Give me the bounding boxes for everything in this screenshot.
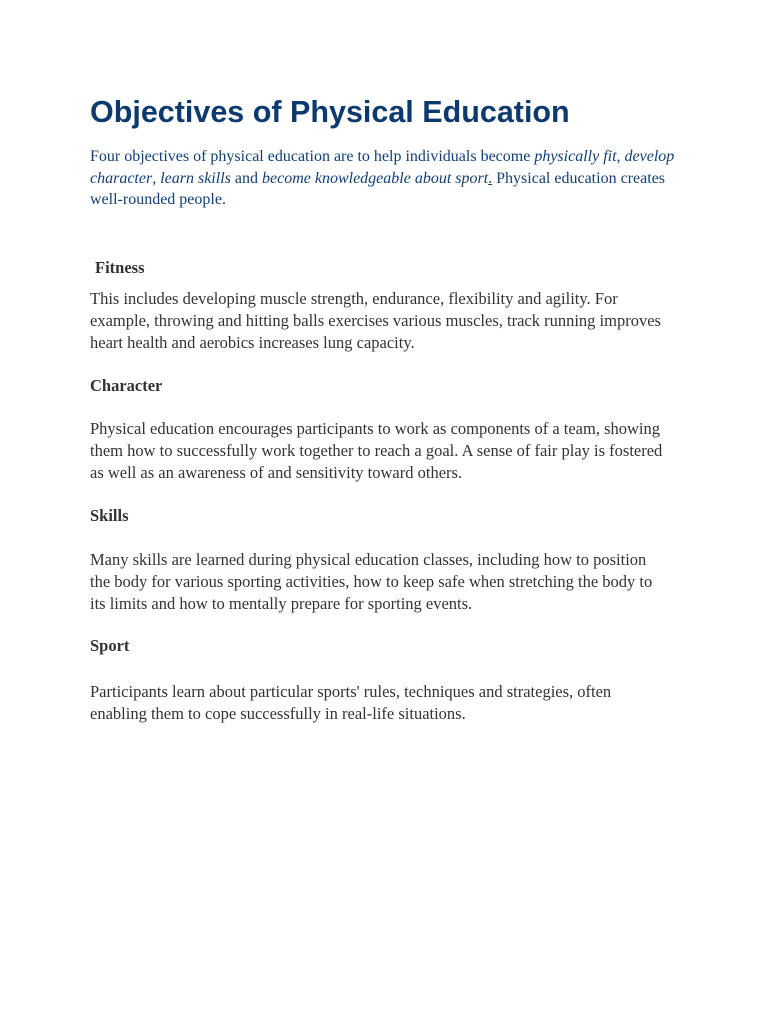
- section-heading-fitness: Fitness: [95, 258, 145, 277]
- intro-text: .: [488, 169, 493, 187]
- intro-link-knowledgeable-about-sport[interactable]: become knowledgeable about sport: [261, 169, 489, 187]
- intro-link-physically-fit[interactable]: physically fit: [534, 148, 617, 165]
- intro-text: ,: [616, 148, 625, 165]
- section-heading-skills: Skills: [90, 506, 129, 525]
- intro-link-develop-character[interactable]: develop character: [90, 148, 675, 187]
- intro-text: ,: [152, 169, 161, 187]
- intro-text: Physical education creates well-rounded people.: [90, 169, 665, 208]
- section-body-skills: Many skills are learned during physical education classes, including how to position the body for various sporting activities, how to keep safe when stretching the body to its limits and how to mentally prepare for sporting events.: [90, 550, 653, 613]
- intro-paragraph: [90, 146, 690, 211]
- section-body-character: Physical education encourages participants to work as components of a team, showing them how to successfully work together to reach a goal. A sense of fair play is fostered as well as an awareness of and sensitivity toward others.: [90, 419, 663, 482]
- section-heading-sport: Sport: [90, 636, 130, 655]
- intro-text: Four objectives of physical education are to help individuals become: [90, 148, 535, 165]
- intro-text: and: [230, 169, 262, 187]
- section-heading-character: Character: [90, 376, 163, 395]
- section-body-sport: Participants learn about particular sports' rules, techniques and strategies, often enabling them to cope successfully in real-life situations.: [90, 682, 612, 723]
- section-body-fitness: This includes developing muscle strength, endurance, flexibility and agility. For example, throwing and hitting balls exercises various muscles, track running improves heart health and aerobics increases lung capacity.: [90, 289, 661, 352]
- intro-link-learn-skills[interactable]: learn skills: [160, 169, 231, 187]
- page-title: Objectives of Physical Education: [90, 95, 570, 129]
